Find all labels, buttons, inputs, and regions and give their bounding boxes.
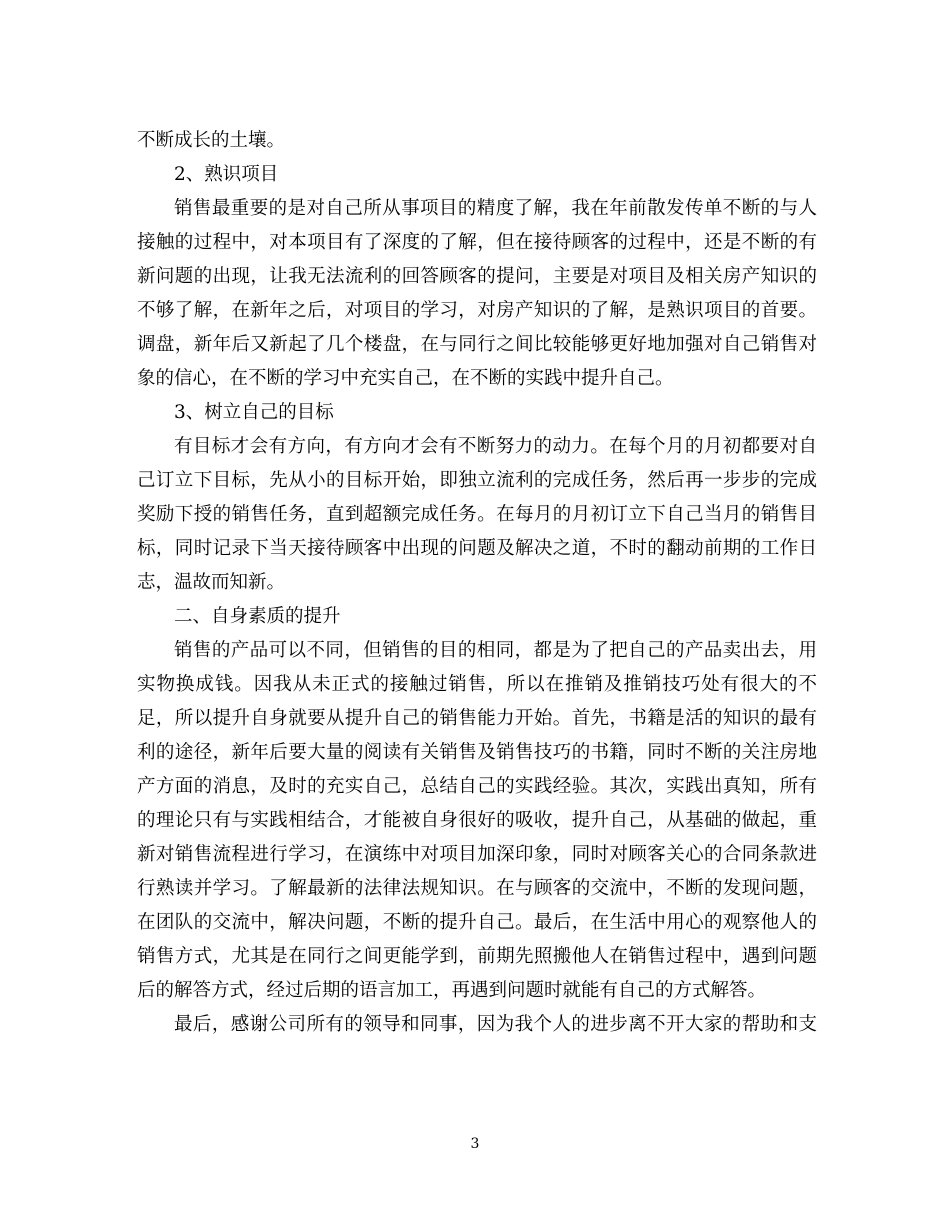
body-text	[137, 124, 817, 1042]
text-line: 3、树立自己的目标	[174, 402, 334, 423]
text-line: 销售的产品可以不同，但销售的目的相同，都是为了把自己的产品卖出去，用	[174, 640, 817, 661]
text-line: 不够了解，在新年之后，对项目的学习，对房产知识的了解，是熟识项目的首要。	[137, 300, 817, 321]
text-line: 志，温故而知新。	[137, 572, 286, 593]
text-line: 新问题的出现，让我无法流利的回答顾客的提问，主要是对项目及相关房产知识的	[137, 266, 817, 287]
text-line: 行熟读并学习。了解最新的法律法规知识。在与顾客的交流中，不断的发现问题，	[137, 878, 817, 899]
text-line: 足，所以提升自身就要从提升自己的销售能力开始。首先，书籍是活的知识的最有	[137, 708, 817, 729]
text-line: 象的信心，在不断的学习中充实自己，在不断的实践中提升自己。	[137, 368, 674, 389]
text-line: 在团队的交流中，解决问题，不断的提升自己。最后，在生活中用心的观察他人的	[137, 912, 817, 933]
text-line: 后的解答方式，经过后期的语言加工，再遇到问题时就能有自己的方式解答。	[137, 980, 767, 1001]
text-line: 的理论只有与实践相结合，才能被自身很好的吸收，提升自己，从基础的做起，重	[137, 810, 817, 831]
text-line: 有目标才会有方向，有方向才会有不断努力的动力。在每个月的月初都要对自	[174, 436, 817, 457]
text-line: 2、熟识项目	[174, 164, 279, 185]
text-line: 利的途径，新年后要大量的阅读有关销售及销售技巧的书籍，同时不断的关注房地	[137, 742, 817, 763]
text-line: 产方面的消息，及时的充实自己，总结自己的实践经验。其次，实践出真知，所有	[137, 776, 817, 797]
text-line: 销售最重要的是对自己所从事项目的精度了解，我在年前散发传单不断的与人	[174, 198, 817, 219]
text-line: 销售方式，尤其是在同行之间更能学到，前期先照搬他人在销售过程中，遇到问题	[137, 946, 817, 967]
text-line: 标，同时记录下当天接待顾客中出现的问题及解决之道，不时的翻动前期的工作日	[137, 538, 817, 559]
text-line: 二、自身素质的提升	[174, 606, 341, 627]
text-line: 调盘，新年后又新起了几个楼盘，在与同行之间比较能够更好地加强对自己销售对	[137, 334, 817, 355]
text-line: 奖励下授的销售任务，直到超额完成任务。在每月的月初订立下自己当月的销售目	[137, 504, 817, 525]
text-line: 己订立下目标，先从小的目标开始，即独立流利的完成任务，然后再一步步的完成	[137, 470, 817, 491]
text-line: 实物换成钱。因我从未正式的接触过销售，所以在推销及推销技巧处有很大的不	[137, 674, 817, 695]
text-line: 新对销售流程进行学习，在演练中对项目加深印象，同时对顾客关心的合同条款进	[137, 844, 817, 865]
text-line: 不断成长的土壤。	[137, 130, 286, 151]
text-line: 最后，感谢公司所有的领导和同事，因为我个人的进步离不开大家的帮助和支	[174, 1014, 817, 1035]
text-line: 接触的过程中，对本项目有了深度的了解，但在接待顾客的过程中，还是不断的有	[137, 232, 817, 253]
page-number: 3	[470, 1136, 480, 1152]
